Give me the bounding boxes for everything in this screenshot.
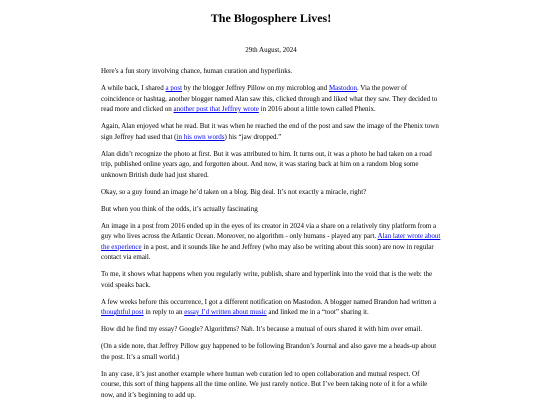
text-segment: in 2016 about a little town called Phenix.	[258, 105, 376, 113]
link-in-his-own-words[interactable]: in his own words	[176, 132, 225, 141]
paragraph-curation: In any case, it’s just another example where human web curation led to open collaboration and mutual respect. Of course, this sort of thing happens all the time online. We just rarely notice. But I’ve been taking note of it for a while now, and it’s beginning to add up.	[101, 369, 428, 399]
text-segment: in a post, and it sounds like he and Jeffrey (who may also be writing about this soon) are now in regular contact via email.	[101, 242, 434, 261]
text-segment: and linked me in a “toot” sharing it.	[266, 308, 369, 316]
text-segment: ) his “jaw dropped.”	[224, 132, 282, 141]
paragraph-brandon	[101, 297, 441, 318]
text-segment: by the blogger Jeffrey Pillow on my microblog and	[182, 84, 329, 92]
paragraph-shared-post	[101, 83, 441, 115]
text-segment: A while back, I shared	[101, 84, 166, 92]
text-segment: A few weeks before this occurrence, I got a different notification on Mastodon. A blogger named Brandon had written a	[101, 297, 437, 306]
article-date: 29th August, 2024	[245, 46, 297, 54]
paragraph-how-found: How did he find my essay? Google? Algorithms? Nah. It’s because a mutual of ours shared it with him over email.	[101, 325, 423, 333]
link-mastodon[interactable]: Mastodon	[328, 84, 357, 92]
text-segment: . Via the power of coincidence or hashtag, another blogger named Alan saw this, clicked through and liked what they saw. They decided to read more and clicked on	[101, 84, 438, 113]
link-thoughtful-post[interactable]: thoughtful post	[101, 308, 144, 316]
article-title: The Blogosphere Lives!	[210, 11, 332, 25]
paragraph-no-algorithm	[101, 221, 441, 263]
text-segment: in reply to an	[143, 308, 185, 316]
paragraph-intro: Here's a fun story involving chance, human curation and hyperlinks.	[101, 67, 293, 75]
paragraph-photo: Alan didn’t recognize the photo at first. But it was attributed to him. It turns out, it was a photo he had taken on a road trip, published online years ago, and forgotten about. And now, it was staring back at him on a random blog some unknown British dude had just shared.	[101, 149, 432, 179]
paragraph-big-deal: Okay, so a guy found an image he’d taken on a blog. Big deal. It’s not exactly a miracle, right?	[101, 187, 367, 196]
text-segment: Again, Alan enjoyed what he read. But it was when he reached the end of the post and saw the image of the Phenix town sign Jeffrey had used that (	[101, 122, 439, 141]
paragraph-odds: But when you think of the odds, it’s actually fascinating	[101, 204, 258, 213]
link-alan-experience[interactable]: Alan later wrote about the experience	[101, 232, 441, 251]
paragraph-jaw-dropped	[101, 121, 441, 142]
paragraph-void: To me, it shows what happens when you regularly write, publish, share and hyperlink into the void that is the web: the void speaks back.	[101, 270, 433, 289]
link-a-post[interactable]: a post	[165, 84, 183, 92]
link-another-post[interactable]: another post that Jeffrey wrote	[173, 105, 259, 113]
link-essay-music[interactable]: essay I’d written about music	[184, 308, 267, 316]
text-segment: An image in a post from 2016 ended up in the eyes of its creator in 2024 via a share on a relatively tiny platform from a guy who lives across the Atlantic Ocean. Moreover, no algorithm - only humans - played any part.	[101, 221, 437, 240]
paragraph-side-note: (On a side note, that Jeffrey Pillow guy happened to be following Brandon’s Journal and also gave me a heads-up about the post. It’s a small world.)	[101, 342, 437, 361]
blog-article	[101, 0, 441, 405]
